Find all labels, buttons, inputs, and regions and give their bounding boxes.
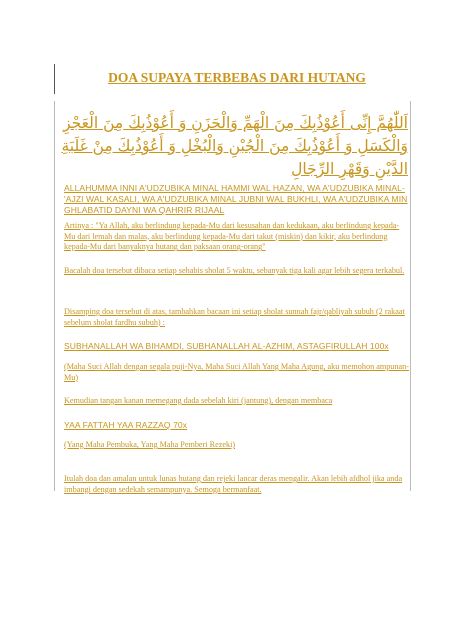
prayer-meaning: Artinya : "Ya Allah, aku berlindung kepada-Mu dari kesusahan dan kedukaan, aku berlindung kepada-Mu dari lemah dan malas, aku berlindung kepada-Mu dari takut (miskin) dan kikir, aku berlindung kepada-Mu dari banyaknya hutang dan paksaan orang-orang" xyxy=(64,221,400,252)
arabic-prayer: اَللّٰهُمَّ إِنِّى أَعُوْذُبِكَ مِنَ الْهَمِّ وَالْحَزَنِ وَ أَعُوْذُبِكَ مِنَ الْعَجْزِ وَالْكَسَلِ وَ أَعُوْذُبِكَ مِنَ الْجُبْنِ وَالْبُخْلِ وَ أَعُوْذُبِكَ مِنْ غَلَبَةِ الدَّيْنِ وَقَهْرِ الرِّجَالِ xyxy=(61,114,408,178)
closing-paragraph: Itulah doa dan amalan untuk lunas hutang dan rejeki lancar deras mengalir. Akan lebih afdhol jika anda imbangi dengan sedekah semampunya. Semoga bermanfaat. xyxy=(64,474,403,494)
document-title: DOA SUPAYA TERBEBAS DARI HUTANG xyxy=(108,70,366,85)
dzikir-2-meaning: (Yang Maha Pembuka, Yang Maha Pemberi Rezeki) xyxy=(64,440,236,449)
left-border-line xyxy=(54,101,55,491)
instruction-paragraph-1: Bacalah doa tersebut dibaca setiap sehabis sholat 5 waktu, sebanyak tiga kali agar lebih segera terkabul. xyxy=(64,266,405,275)
instruction-paragraph-2: Disamping doa tersebut di atas, tambahkan bacaan ini setiap sholat sunnah fajr/qabliyah subuh (2 rakaat sebelum sholat fardhu subuh) : xyxy=(64,307,405,327)
dzikir-2: YAA FATTAH YAA RAZZAQ 70x xyxy=(64,420,188,430)
dzikir-1: SUBHANALLAH WA BIHAMDI, SUBHANALLAH AL-AZHIM, ASTAGFIRULLAH 100x xyxy=(64,341,389,351)
instruction-paragraph-3: Kemudian tangan kanan memegang dada sebelah kiri (jantung), dengan membaca xyxy=(64,396,333,405)
latin-transliteration: ALLAHUMMA INNI A'UDZUBIKA MINAL HAMMI WAL HAZAN, WA A'UDZUBIKA MINAL-'AJZI WAL KASALI, WA A'UDZUBIKA MINAL JUBNI WAL BUKHLI, WA A'UDZUBIKA MIN GHLABATID DAYNI WA QAHRIR RIJAAL xyxy=(64,183,408,215)
right-border-line xyxy=(410,101,411,491)
dzikir-1-meaning: (Maha Suci Allah dengan segala puji-Nya, Maha Suci Allah Yang Maha Agung, aku memohon ampunan-Mu) xyxy=(64,362,409,382)
